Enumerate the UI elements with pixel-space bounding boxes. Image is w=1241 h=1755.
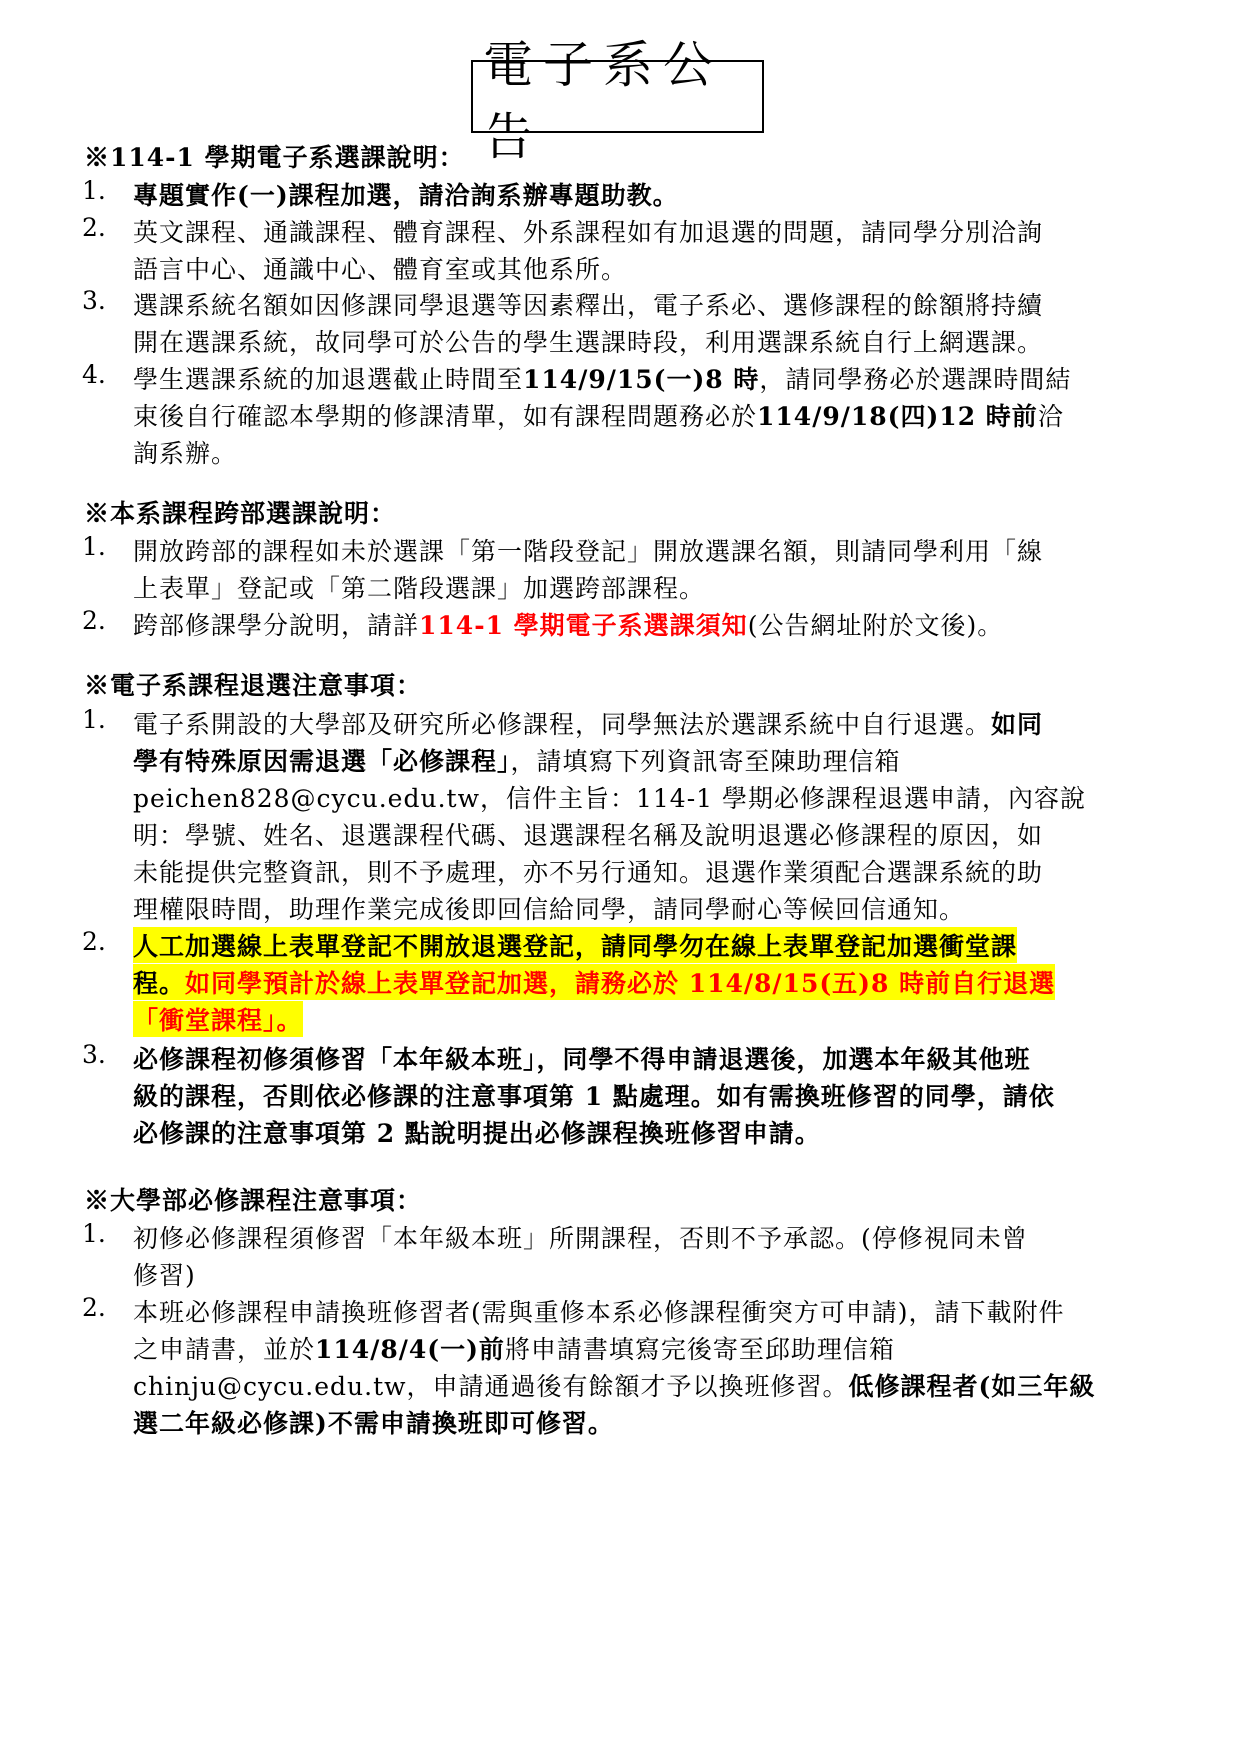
item-number: 2. [82, 927, 106, 956]
item-text: 必修課程初修須修習「本年級本班」，同學不得申請退選後，加選本年級其他班 [133, 1045, 1031, 1074]
highlighted-warning: 人工加選線上表單登記不開放退選登記，請同學勿在線上表單登記加選衝堂課 [133, 927, 1017, 963]
item-text: 級的課程，否則依必修課的注意事項第 1 點處理。如有需換班修習的同學，請依 [133, 1082, 1055, 1111]
item-text: 修習) [133, 1261, 196, 1290]
item-text: 選二年級必修課)不需申請換班即可修習。 [133, 1409, 614, 1438]
item-text: 束後自行確認本學期的修課清單，如有課程問題務必於114/9/18(四)12 時前洽 [133, 402, 1064, 431]
item-text: 學有特殊原因需退選「必修課程」，請填寫下列資訊寄至陳助理信箱 [133, 747, 901, 776]
item-text: 初修必修課程須修習「本年級本班」所開課程，否則不予承認。(停修視同未曾 [133, 1224, 1028, 1253]
item-number: 2. [82, 606, 106, 635]
section-heading-drop-notes: ※電子系課程退選注意事項： [84, 671, 423, 700]
highlighted-warning: 「衝堂課程」。 [133, 1001, 303, 1037]
item-text: 理權限時間，助理作業完成後即回信給同學，請同學耐心等候回信通知。 [133, 895, 966, 924]
section-heading-cross-division: ※本系課程跨部選課說明： [84, 499, 397, 528]
item-number: 1. [82, 1219, 106, 1248]
highlighted-warning: 程。如同學預計於線上表單登記加選，請務必於 114/8/15(五)8 時前自行退選 [133, 964, 1055, 1000]
deadline-date: 114/9/18(四)12 時前 [757, 402, 1038, 431]
item-text: 學生選課系統的加退選截止時間至114/9/15(一)8 時，請同學務必於選課時間結 [133, 365, 1072, 394]
item-number: 1. [82, 176, 106, 205]
item-text: 選課系統名額如因修課同學退選等因素釋出，電子系必、選修課程的餘額將持續 [133, 291, 1044, 320]
item-text: 上表單」登記或「第二階段選課」加選跨部課程。 [133, 574, 706, 603]
item-text: 英文課程、通識課程、體育課程、外系課程如有加退選的問題，請同學分別洽詢 [133, 218, 1044, 247]
section-heading-required-courses: ※大學部必修課程注意事項： [84, 1186, 423, 1215]
section-heading-course-selection: ※114-1 學期電子系選課說明： [84, 143, 465, 172]
item-number: 1. [82, 532, 106, 561]
item-text: 開在選課系統，故同學可於公告的學生選課時段，利用選課系統自行上網選課。 [133, 328, 1044, 357]
deadline-date: 114/9/15(一)8 時 [523, 365, 760, 394]
item-text: peichen828@cycu.edu.tw，信件主旨：114-1 學期必修課程退選申請，內容說 [133, 784, 1086, 813]
item-text: 電子系開設的大學部及研究所必修課程，同學無法於選課系統中自行退選。如同 [133, 710, 1044, 739]
item-text: 明：學號、姓名、退選課程代碼、退選課程名稱及說明退選必修課程的原因，如 [133, 821, 1044, 850]
item-number: 4. [82, 360, 106, 389]
item-text: 之申請書，並於114/8/4(一)前將申請書填寫完後寄至邱助理信箱 [133, 1335, 895, 1364]
item-number: 2. [82, 213, 106, 242]
item-text: 語言中心、通識中心、體育室或其他系所。 [133, 255, 628, 284]
item-text: 未能提供完整資訊，則不予處理，亦不另行通知。退選作業須配合選課系統的助 [133, 858, 1044, 887]
item-text: 詢系辦。 [133, 439, 238, 468]
item-number: 3. [82, 286, 106, 315]
item-text: chinju@cycu.edu.tw，申請通過後有餘額才予以換班修習。低修課程者(如三年級 [133, 1372, 1096, 1401]
item-text: 開放跨部的課程如未於選課「第一階段登記」開放選課名額，則請同學利用「線 [133, 537, 1044, 566]
item-text: 必修課的注意事項第 2 點說明提出必修課程換班修習申請。 [133, 1119, 821, 1148]
deadline-date: 114/8/4(一)前 [315, 1335, 505, 1364]
item-number: 1. [82, 705, 106, 734]
item-text: 專題實作(一)課程加選，請洽詢系辦專題助教。 [133, 181, 679, 210]
item-text: 跨部修課學分說明，請詳114-1 學期電子系選課須知(公告網址附於文後)。 [133, 611, 1004, 640]
item-text: 本班必修課程申請換班修習者(需與重修本系必修課程衝突方可申請)，請下載附件 [133, 1298, 1065, 1327]
item-number: 2. [82, 1293, 106, 1322]
item-number: 3. [82, 1040, 106, 1069]
guide-reference: 114-1 學期電子系選課須知 [419, 611, 748, 640]
notice-title: 電子系公告 [471, 60, 764, 133]
